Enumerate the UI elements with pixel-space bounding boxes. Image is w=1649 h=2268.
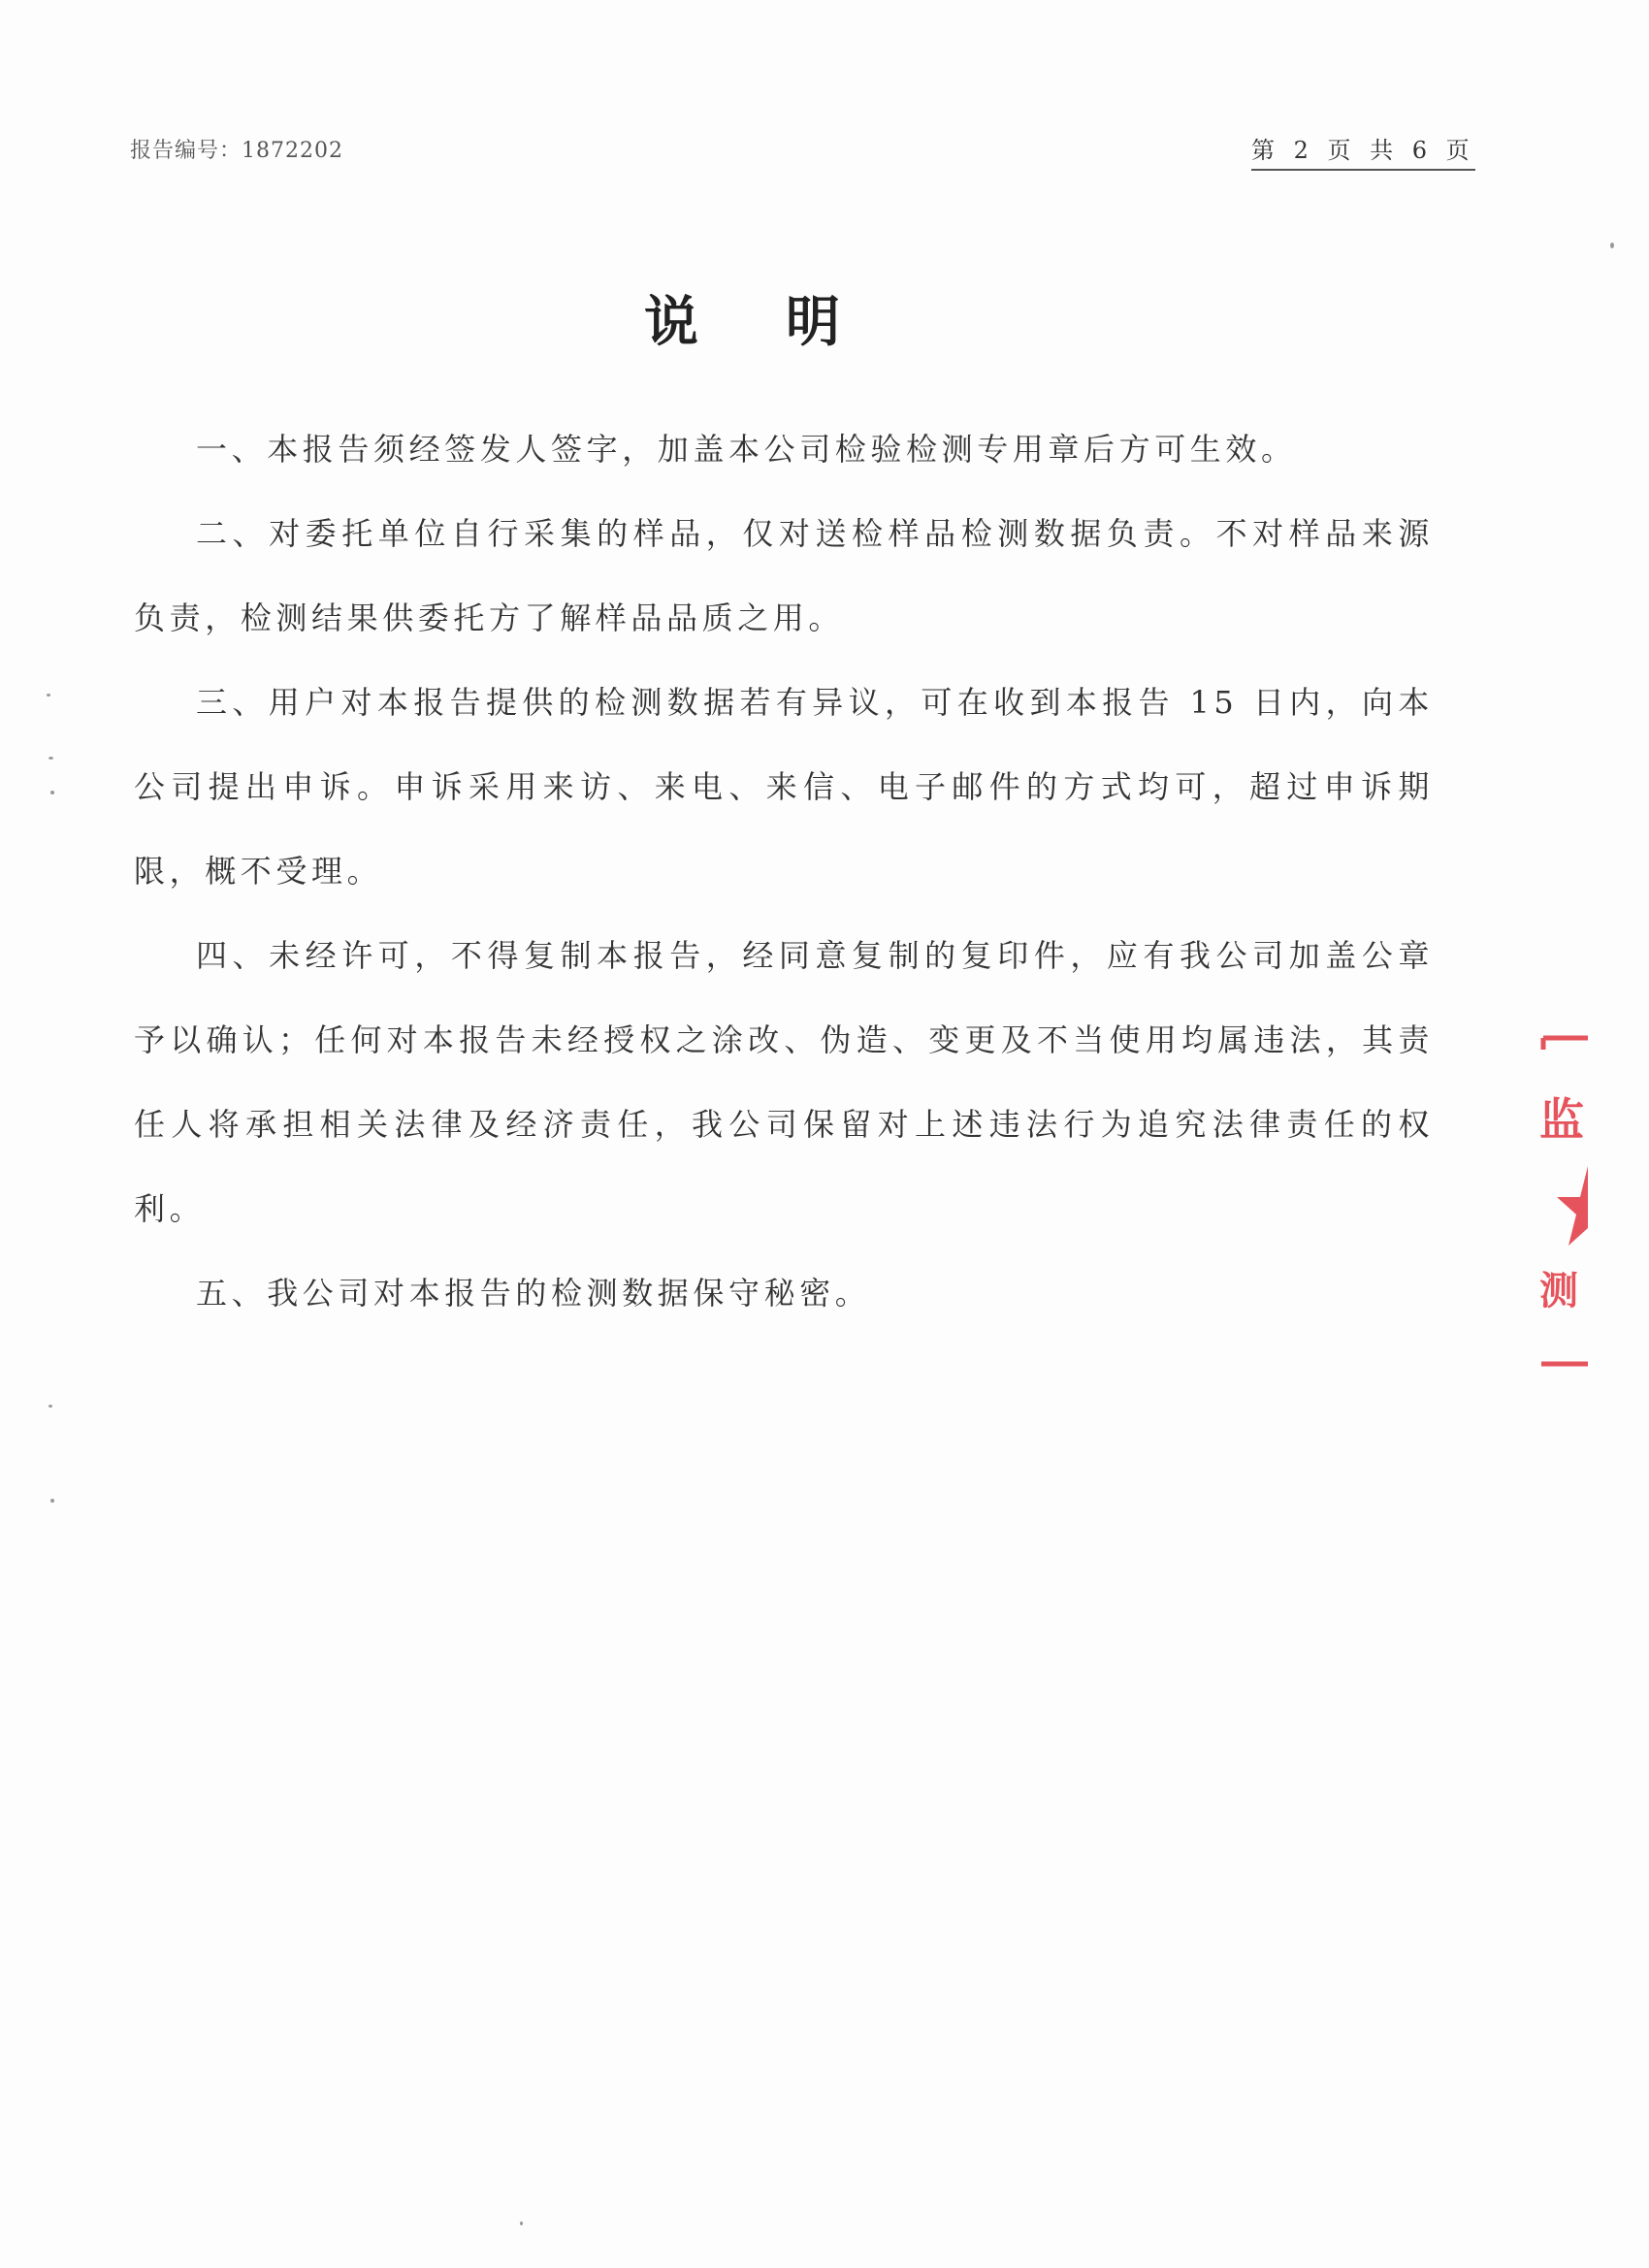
- scan-speck: [48, 1405, 52, 1408]
- note-paragraph-3: 三、用户对本报告提供的检测数据若有异议，可在收到本报告 15 日内，向本公司提出申诉。申诉采用来访、来电、来信、电子邮件的方式均可，超过申诉期限，概不受理。: [134, 684, 1434, 890]
- note-paragraph-5: 五、我公司对本报告的检测数据保守秘密。: [196, 1275, 871, 1312]
- page-title: 说明: [644, 290, 927, 354]
- note-paragraph-2: 二、对委托单位自行采集的样品，仅对送检样品检测数据负责。不对样品来源负责，检测结果供委托方了解样品品质之用。: [134, 515, 1434, 636]
- svg-text:测: 测: [1539, 1268, 1578, 1313]
- scan-speck: [50, 1499, 54, 1503]
- report-number: 报告编号：1872202: [130, 139, 343, 163]
- scan-speck: [47, 694, 50, 697]
- scan-speck: [520, 2221, 523, 2225]
- official-seal-stamp: [1537, 1030, 1588, 1372]
- scan-speck: [50, 791, 54, 794]
- svg-text:监: 监: [1539, 1093, 1584, 1146]
- notes-body: [134, 407, 1434, 1336]
- scan-speck: [1610, 243, 1614, 248]
- scan-speck: [48, 757, 53, 760]
- note-paragraph-4: 四、未经许可，不得复制本报告，经同意复制的复印件，应有我公司加盖公章予以确认；任何对本报告未经授权之涂改、伪造、变更及不当使用均属违法，其责任人将承担相关法律及经济责任，我公司保留对上述违法行为追究法律责任的权利。: [134, 937, 1434, 1227]
- page-indicator: 第 2 页 共 6 页: [1251, 131, 1475, 171]
- note-paragraph-1: 一、本报告须经签发人签字，加盖本公司检验检测专用章后方可生效。: [196, 431, 1297, 468]
